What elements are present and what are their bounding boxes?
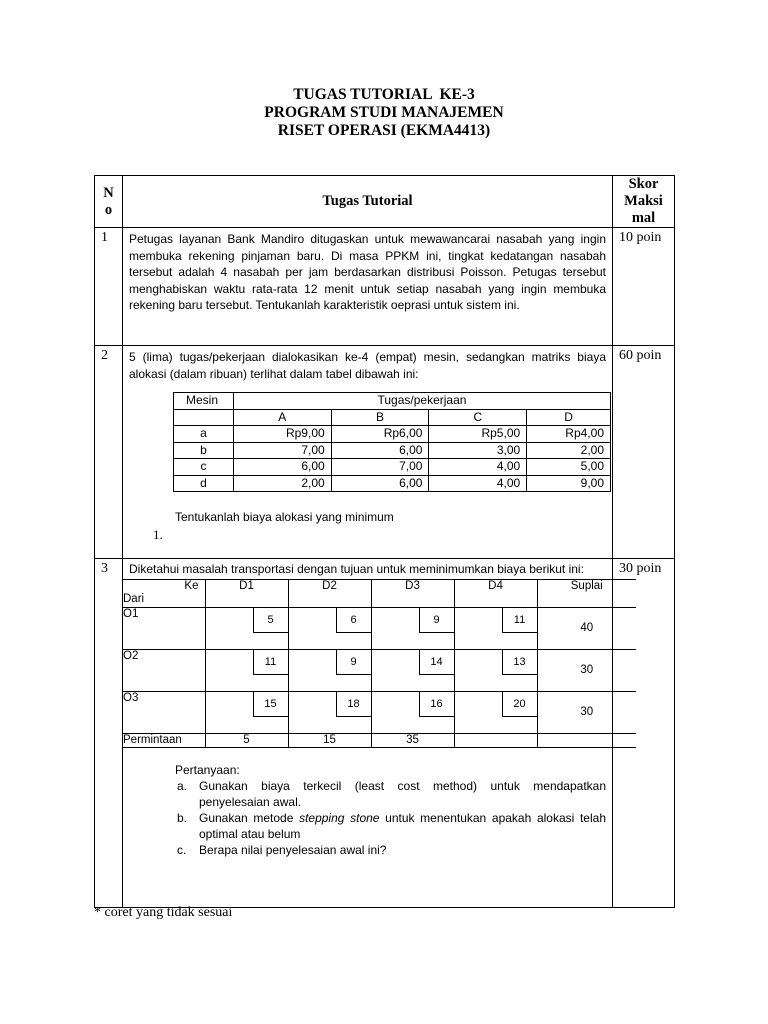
row-score: 30 poin: [613, 559, 675, 908]
footnote: * coret yang tidak sesuai: [94, 905, 233, 920]
matrix-col-header: B: [331, 409, 429, 426]
task-2-list-item: 1.: [153, 527, 163, 543]
task-row-3: [95, 559, 675, 908]
corner-cell: [123, 579, 205, 607]
unit-cost-box: 9: [336, 650, 371, 675]
matrix-row-label: c: [174, 459, 234, 476]
unit-cost-box: 20: [502, 692, 537, 717]
demand-row: [123, 733, 636, 747]
header-line-1: TUGAS TUTORIAL KE-3: [293, 86, 475, 103]
matrix-cell: 4,00: [429, 459, 527, 476]
col-no-header: N o: [95, 176, 123, 228]
label-ke: Ke: [184, 579, 199, 592]
origin-row: [123, 649, 636, 691]
matrix-header-tugas: Tugas/pekerjaan: [233, 393, 610, 410]
matrix-row: [174, 426, 611, 443]
dest-header: D3: [371, 579, 454, 607]
cost-cell: [205, 607, 288, 649]
row-number: 2: [95, 346, 123, 559]
matrix-cell: 5,00: [527, 459, 611, 476]
questions-heading: Pertanyaan:: [175, 762, 240, 777]
matrix-row-label: a: [174, 426, 234, 443]
demand-value: 5: [205, 733, 288, 747]
matrix-cell: 6,00: [233, 459, 331, 476]
question-text-italic: stepping stone: [299, 810, 380, 825]
questions-block: [175, 762, 606, 858]
matrix-cell: 3,00: [429, 442, 527, 459]
header-line-3: RISET OPERASI (EKMA4413): [277, 122, 491, 139]
row-score: 10 poin: [613, 228, 675, 346]
matrix-row-label: d: [174, 475, 234, 492]
matrix-cell: 9,00: [527, 475, 611, 492]
cost-cell: [288, 607, 371, 649]
matrix-row: [174, 442, 611, 459]
dest-header: D2: [288, 579, 371, 607]
matrix-cell: 2,00: [233, 475, 331, 492]
question-marker: b.: [177, 810, 188, 825]
matrix-row: [174, 459, 611, 476]
matrix-row: [174, 475, 611, 492]
header-line-2: PROGRAM STUDI MANAJEMEN: [264, 104, 504, 121]
cost-cell: [205, 691, 288, 733]
supply-value: 30: [537, 649, 636, 691]
tutorial-table: [94, 175, 675, 908]
cost-cell: [288, 691, 371, 733]
matrix-col-header: C: [429, 409, 527, 426]
question-text: Gunakan metode: [199, 810, 300, 825]
matrix-cell: 7,00: [331, 459, 429, 476]
unit-cost-box: 5: [253, 608, 288, 633]
row-number: 3: [95, 559, 123, 908]
transport-table: [123, 579, 636, 748]
cost-cell: [371, 649, 454, 691]
matrix-cell: Rp9,00: [233, 426, 331, 443]
unit-cost-box: 9: [419, 608, 454, 633]
questions-list: [175, 778, 606, 858]
matrix-row-label: b: [174, 442, 234, 459]
task-3-text: Diketahui masalah transportasi dengan tujuan untuk meminimumkan biaya berikut ini:: [129, 562, 584, 576]
cost-matrix-table: [173, 392, 611, 492]
label-dari: Dari: [123, 592, 145, 605]
matrix-col-header: D: [527, 409, 611, 426]
cost-cell: [288, 649, 371, 691]
unit-cost-box: 14: [419, 650, 454, 675]
question-item: [177, 778, 606, 810]
unit-cost-box: 16: [419, 692, 454, 717]
document-header: [0, 86, 768, 140]
task-2-text: 5 (lima) tugas/pekerjaan dialokasikan ke-4 (empat) mesin, sedangkan matriks biaya alokasi (dalam ribuan) terlihat dalam tabel dibawah ini:: [129, 350, 606, 381]
unit-cost-box: 11: [253, 650, 288, 675]
matrix-cell: Rp5,00: [429, 426, 527, 443]
question-text: untuk menentukan apakah alokasi telah optimal atau belum: [199, 810, 606, 841]
origin-label: O1: [123, 607, 205, 649]
question-marker: a.: [177, 778, 188, 793]
question-item: [177, 810, 606, 842]
cost-cell: [205, 649, 288, 691]
question-text: Berapa nilai penyelesaian awal ini?: [199, 842, 387, 857]
origin-label: O3: [123, 691, 205, 733]
supply-value: 30: [537, 691, 636, 733]
unit-cost-box: 18: [336, 692, 371, 717]
matrix-cell: 4,00: [429, 475, 527, 492]
demand-empty: [537, 733, 636, 747]
matrix-cell: Rp6,00: [331, 426, 429, 443]
unit-cost-box: 11: [502, 608, 537, 633]
task-1-text: Petugas layanan Bank Mandiro ditugaskan untuk mewawancarai nasabah yang ingin membuka rekening pinjaman baru. Di masa PPKM ini, tingkat kedatangan nasabah tersebut adalah 4 nasabah per jam berdasarkan distribusi Poisson. Petugas tersebut menghabiskan waktu rata-rata 12 menit untuk setiap nasabah yang ingin membuka rekening baru tersebut. Tentukanlah karakteristik oeprasi untuk sistem ini.: [129, 232, 606, 313]
question-item: [177, 842, 606, 858]
supply-value: 40: [537, 607, 636, 649]
origin-row: [123, 691, 636, 733]
question-marker: c.: [177, 842, 187, 857]
unit-cost-box: 15: [253, 692, 288, 717]
task-row-2: [95, 346, 675, 559]
cost-cell: [371, 607, 454, 649]
demand-value: [454, 733, 537, 747]
demand-value: 35: [371, 733, 454, 747]
demand-value: 15: [288, 733, 371, 747]
unit-cost-box: 6: [336, 608, 371, 633]
dest-header: D1: [205, 579, 288, 607]
matrix-cell: 7,00: [233, 442, 331, 459]
matrix-col-header: A: [233, 409, 331, 426]
suplai-header: Suplai: [537, 579, 636, 607]
cost-cell: [371, 691, 454, 733]
matrix-header-mesin: Mesin: [174, 393, 234, 410]
matrix-cell: 2,00: [527, 442, 611, 459]
cost-cell: [454, 691, 537, 733]
unit-cost-box: 13: [502, 650, 537, 675]
matrix-cell: Rp4,00: [527, 426, 611, 443]
cost-cell: [454, 607, 537, 649]
dest-header: D4: [454, 579, 537, 607]
task-row-1: [95, 228, 675, 346]
origin-label: O2: [123, 649, 205, 691]
cost-cell: [454, 649, 537, 691]
permintaan-label: Permintaan: [123, 733, 205, 747]
row-score: 60 poin: [613, 346, 675, 559]
task-2-instruction: Tentukanlah biaya alokasi yang minimum: [175, 510, 394, 525]
origin-row: [123, 607, 636, 649]
col-task-header: Tugas Tutorial: [123, 176, 613, 228]
matrix-cell: 6,00: [331, 475, 429, 492]
question-text: Gunakan biaya terkecil (least cost method) untuk mendapatkan penyelesaian awal.: [199, 778, 606, 809]
matrix-cell: 6,00: [331, 442, 429, 459]
row-number: 1: [95, 228, 123, 346]
col-score-header: Skor Maksi mal: [613, 176, 675, 228]
